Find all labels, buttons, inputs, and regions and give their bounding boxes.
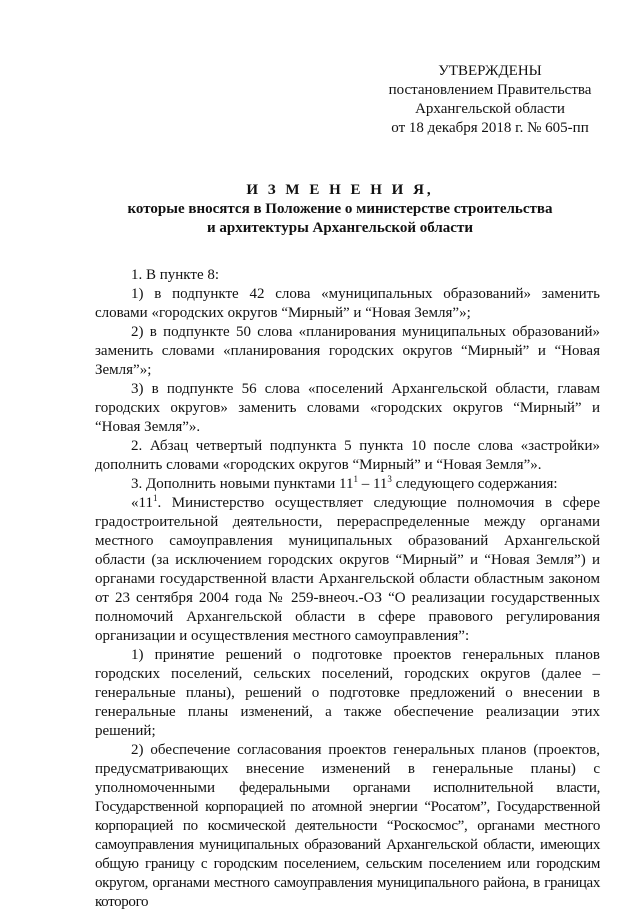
text-run: – 11 <box>357 476 388 492</box>
text-run: следующего содержания: <box>391 476 558 492</box>
approval-title: УТВЕРЖДЕНЫ <box>438 63 542 79</box>
text-run: 3. Дополнить новыми пунктами 11 <box>131 476 354 492</box>
paragraph: 2. Абзац четвертый подпункта 5 пункта 10 после слова «застройки» дополнить словами «городских округов “Мирный” и “Новая Земля”». <box>95 438 600 473</box>
approval-line: постановлением Правительства <box>388 82 592 98</box>
paragraph <box>95 475 600 494</box>
superscript: 1 <box>152 493 158 503</box>
paragraph: 2) в подпункте 50 слова «планирования муниципальных образований» заменить словами «планирования городских округов “Мирный” и “Новая Земля”»; <box>95 324 600 378</box>
paragraph: 3) в подпункте 56 слова «поселений Архангельской области, главам городских округов» заменить словами «городских округов “Мирный” и “Новая Земля”». <box>95 381 600 435</box>
paragraph <box>95 494 600 646</box>
approval-date: от 18 декабря 2018 г. № 605-пп <box>391 120 589 136</box>
document-title <box>40 181 640 238</box>
superscript: 1 <box>353 474 358 484</box>
paragraph: 1) принятие решений о подготовке проектов генеральных планов городских поселений, сельских поселений, городских округов (далее – генеральные планы), решений о подготовке предложений о внесении в генеральные планы изменений, а также обеспечение реализации этих решений; <box>95 647 600 739</box>
title-main: И З М Е Н Е Н И Я, <box>246 182 434 198</box>
title-subtitle: которые вносятся в Положение о министерстве строительства <box>127 201 553 217</box>
paragraph <box>95 741 600 912</box>
paragraph: 1. В пункте 8: <box>131 267 220 283</box>
superscript: 3 <box>387 474 392 484</box>
text-run: 2) обеспечение согласования проектов генеральных планов (проектов, предусматривающих внесение изменений в генеральные планы) с уполномоченными <box>95 742 600 796</box>
text-run: федеральными органами исполнительной власти, Государственной корпорацией по атомной энергии “Росатом”, Государственной корпорацией по космической деятельности “Роскосмос”, органами местного самоуправления муниципальных образований Архангельской области, имеющих общую границу с городским поселением, сельским поселением или городским округом, органами местного самоуправления муниципального района, в границах которого <box>95 780 600 910</box>
approval-line: Архангельской области <box>415 101 565 117</box>
title-subtitle: и архитектуры Архангельской области <box>207 220 473 236</box>
text-run: «11 <box>131 495 153 511</box>
paragraph: 1) в подпункте 42 слова «муниципальных образований» заменить словами «городских округов “Мирный” и “Новая Земля”»; <box>95 286 600 321</box>
approval-stamp <box>372 62 608 138</box>
document-body <box>95 266 600 912</box>
text-run: . Министерство осуществляет следующие полномочия в сфере градостроительной деятельности, перераспределенные между органами местного самоуправления муниципальных образований Архангельской области (за исключением городских округов “Мирный” и “Новая Земля”) и органами государственной власти Архангельской области областным законом от 23 сентября 2004 года № 259-внеоч.-ОЗ “О реализации государственных полномочий Архангельской области в сфере правового регулирования организации и осуществления местного самоуправления”: <box>95 495 600 644</box>
